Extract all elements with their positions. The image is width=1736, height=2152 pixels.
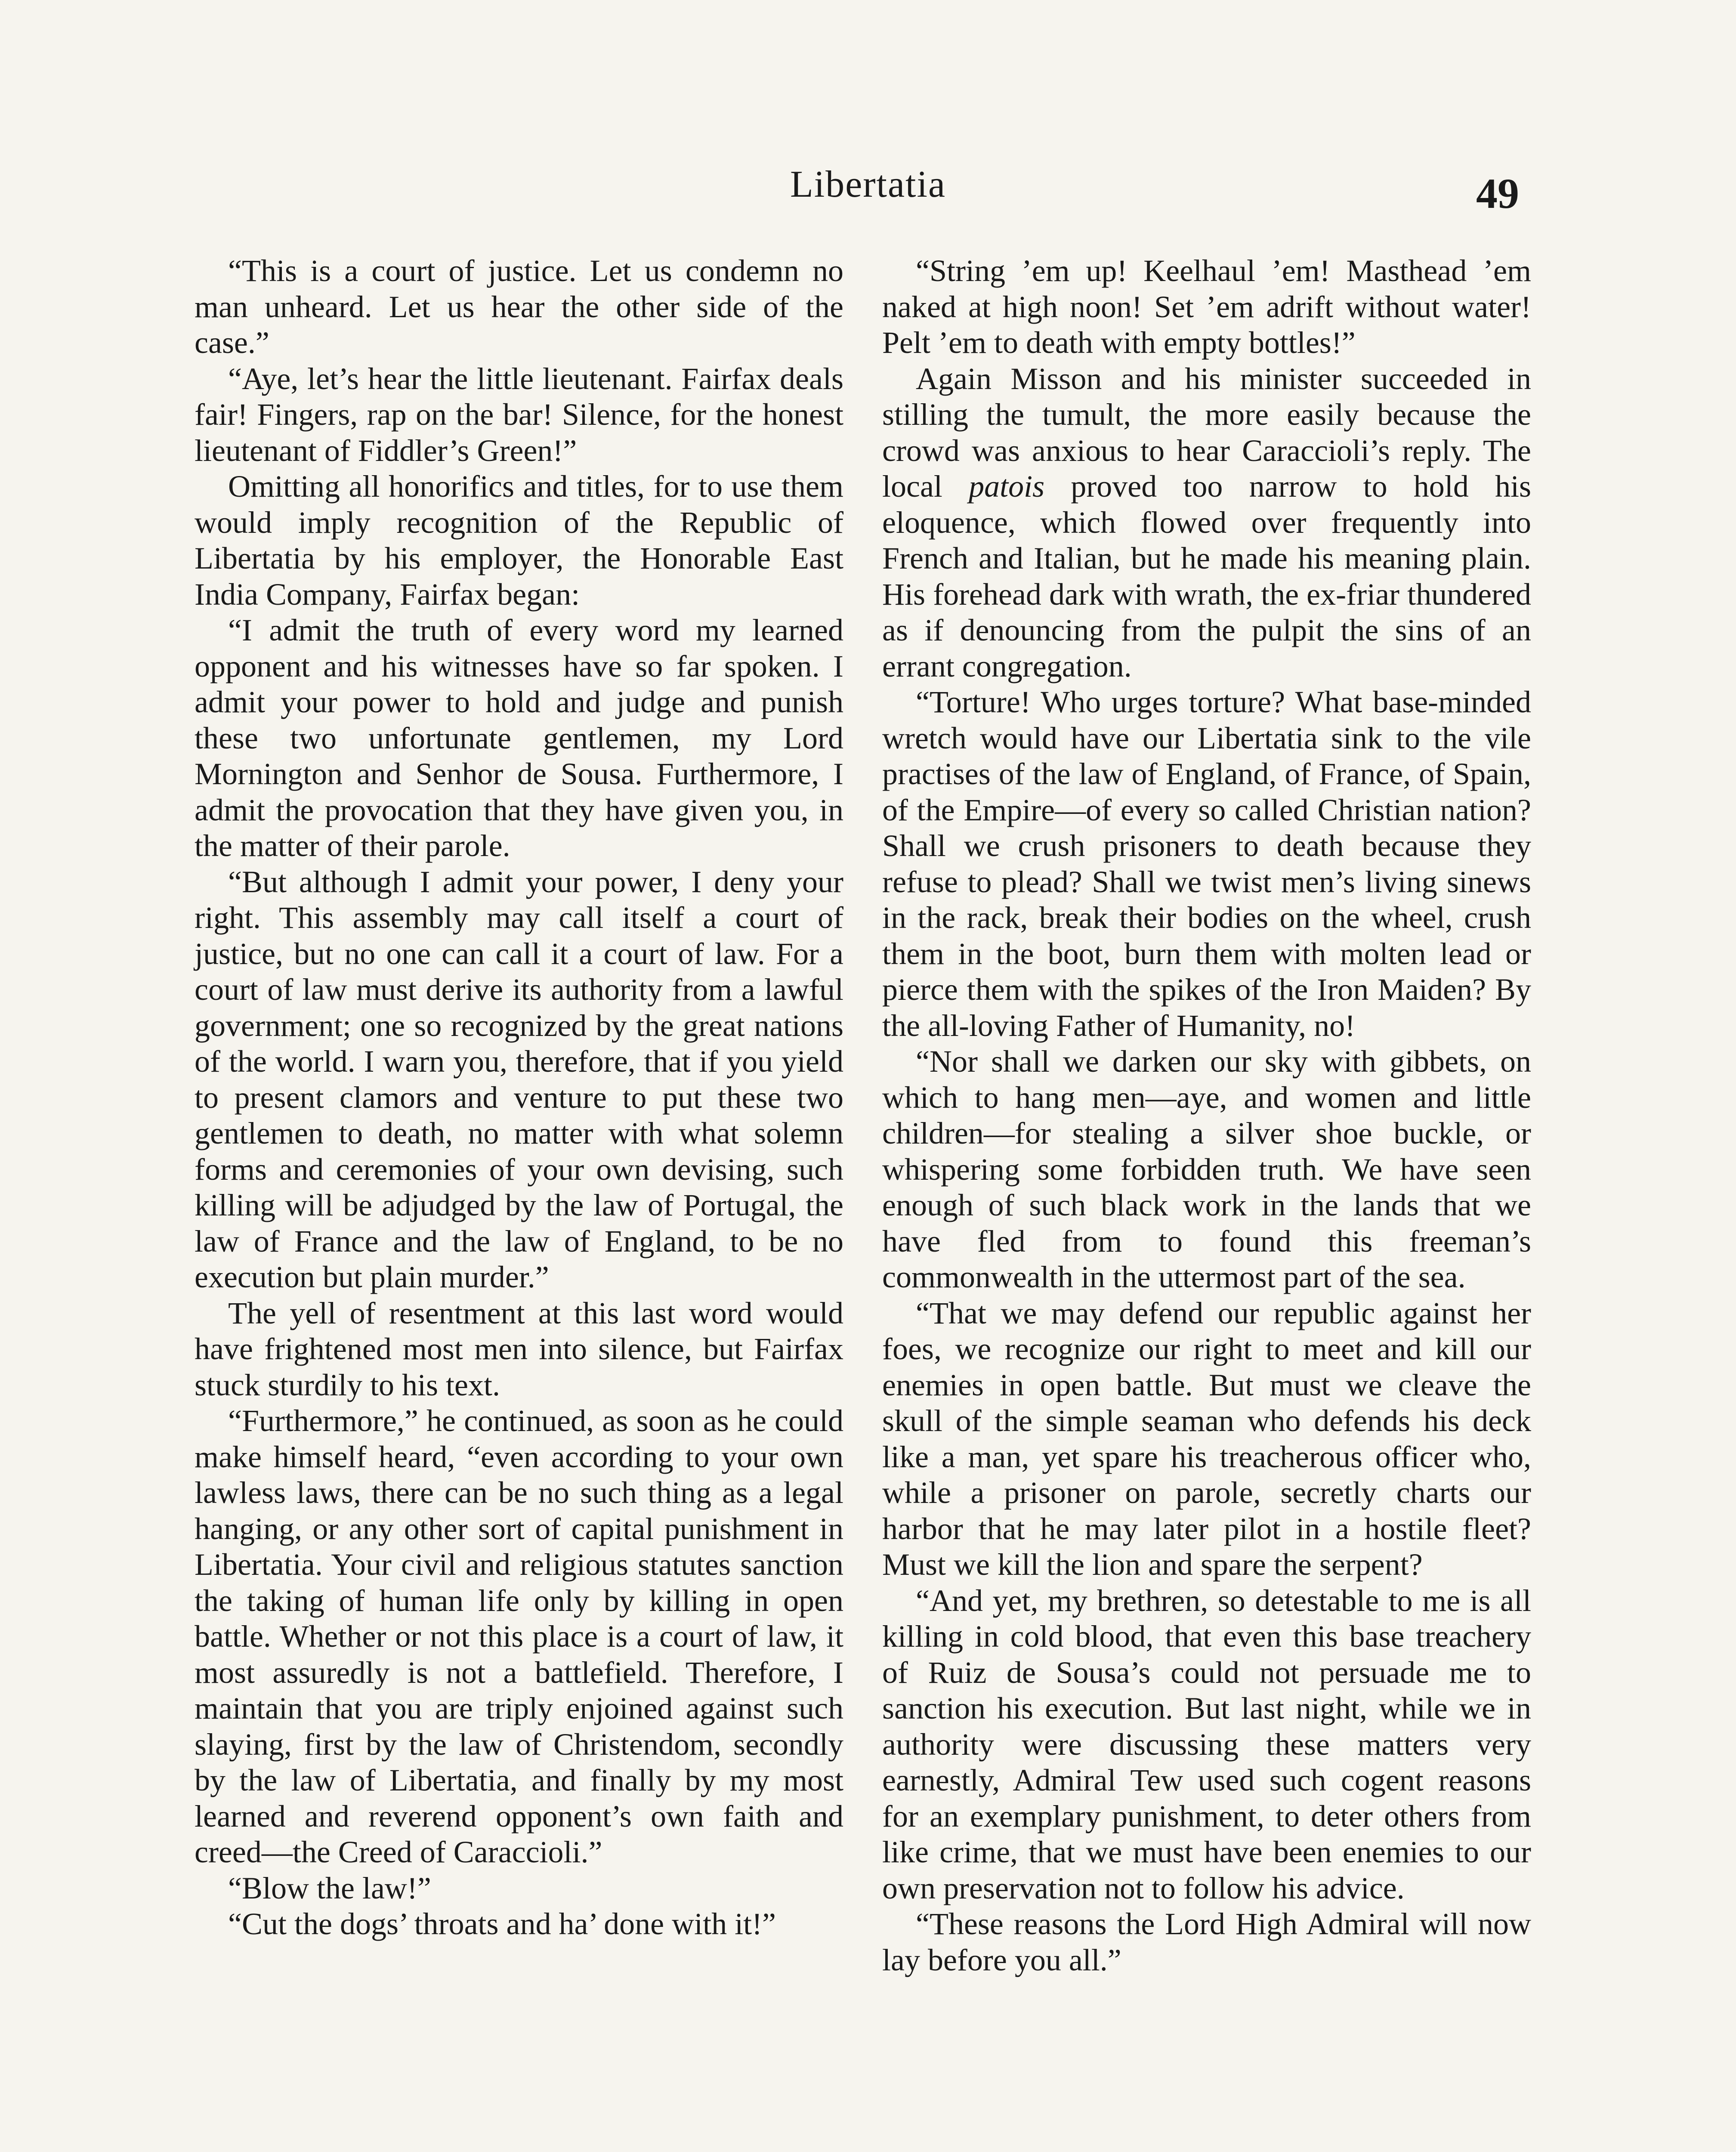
- paragraph: “These reasons the Lord High Admiral will now lay before you all.”: [882, 1907, 1531, 1977]
- paragraph: “Nor shall we darken our sky with gibbets, on which to hang men—aye, and women and little children—for stealing a silver shoe buckle, or whispering some forbidden truth. We have seen enough of such black work in the lands that we have fled from to found this freeman’s commonwealth in the uttermost part of the sea.: [882, 1044, 1531, 1294]
- paragraph: “Aye, let’s hear the little lieutenant. Fairfax deals fair! Fingers, rap on the bar! Silence, for the honest lieutenant of Fiddler’s Green!”: [195, 361, 843, 468]
- paragraph: Again Misson and his minister succeeded in stilling the tumult, the more easily because the crowd was anxious to hear Caraccioli’s reply. The local patois proved too narrow to hold his eloquence, which flowed over frequently into French and Italian, but he made his meaning plain. His forehead dark with wrath, the ex-friar thundered as if denouncing from the pulpit the sins of an errant congregation.: [882, 361, 1532, 683]
- paragraph: “String ’em up! Keelhaul ’em! Masthead ’em naked at high noon! Set ’em adrift without water! Pelt ’em to death with empty bottles!”: [882, 254, 1531, 360]
- page-number: 49: [1476, 170, 1519, 217]
- paragraph: “Cut the dogs’ throats and ha’ done with it!”: [228, 1907, 776, 1941]
- paragraph: “Torture! Who urges torture? What base-minded wretch would have our Libertatia sink to the vile practises of the law of England, of France, of Spain, of the Empire—of every so called Christian nation? Shall we crush prisoners to death because they refuse to plead? Shall we twist men’s living sinews in the rack, break their bodies on the wheel, crush them in the boot, burn them with molten lead or pierce them with the spikes of the Iron Maiden? By the all-loving Father of Humanity, no!: [882, 685, 1531, 1043]
- italic-word: patois: [969, 469, 1045, 504]
- paragraph: Omitting all honorifics and titles, for to use them would imply recognition of the Republic of Libertatia by his employer, the Honorable East India Company, Fairfax began:: [195, 469, 843, 612]
- paragraph: “Furthermore,” he continued, as soon as he could make himself heard, “even according to your own lawless laws, there can be no such thing as a legal hanging, or any other sort of capital punishment in Libertatia. Your civil and religious statutes sanction the taking of human life only by killing in open battle. Whether or not this place is a court of law, it most assuredly is not a battlefield. Therefore, I maintain that you are triply enjoined against such slaying, first by the law of Christendom, secondly by the law of Libertatia, and finally by my most learned and reverend opponent’s own faith and creed—the Creed of Caraccioli.”: [195, 1404, 843, 1869]
- paragraph: “That we may defend our republic against her foes, we recognize our right to meet and kill our enemies in open battle. But must we cleave the skull of the simple seaman who defends his deck like a man, yet spare his treacherous officer who, while a prisoner on parole, secretly charts our harbor that he may later pilot in a hostile fleet? Must we kill the lion and spare the serpent?: [882, 1296, 1531, 1582]
- paragraph: “But although I admit your power, I deny your right. This assembly may call itself a court of justice, but no one can call it a court of law. For a court of law must derive its authority from a lawful government; one so recognized by the great nations of the world. I warn you, therefore, that if you yield to present clamors and venture to put these two gentlemen to death, no matter with what solemn forms and ceremonies of your own devising, such killing will be adjudged by the law of Portugal, the law of France and the law of England, to be no execution but plain murder.”: [195, 864, 843, 1294]
- page-title: Libertatia: [790, 164, 946, 205]
- paragraph: “Blow the law!”: [228, 1871, 431, 1905]
- paragraph: “And yet, my brethren, so detestable to me is all killing in cold blood, that even this base treachery of Ruiz de Sousa’s could not persuade me to sanction his execution. But last night, while we in authority were discussing these matters very earnestly, Admiral Tew used such cogent reasons for an exemplary punishment, to deter others from like crime, that we must have been enemies to our own preservation not to follow his advice.: [882, 1583, 1531, 1905]
- right-column: [882, 253, 1531, 1978]
- paragraph: “I admit the truth of every word my learned opponent and his witnesses have so far spoken. I admit your power to hold and judge and punish these two unfortunate gentlemen, my Lord Mornington and Senhor de Sousa. Furthermore, I admit the provocation that they have given you, in the matter of their parole.: [195, 613, 843, 863]
- paragraph: The yell of resentment at this last word would have frightened most men into silence, but Fairfax stuck sturdily to his text.: [195, 1296, 843, 1402]
- paragraph: “This is a court of justice. Let us condemn no man unheard. Let us hear the other side of the case.”: [195, 254, 843, 360]
- left-column: [195, 253, 843, 1942]
